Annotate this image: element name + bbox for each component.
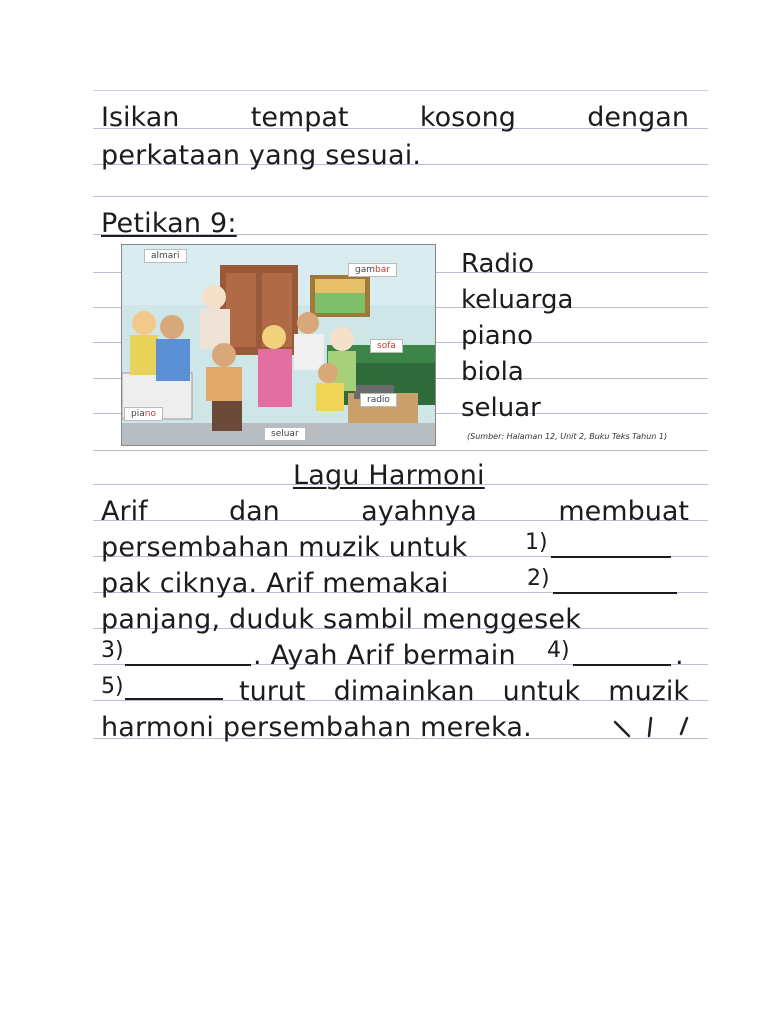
blank-number-2: 2) [527, 566, 550, 591]
instruction-word: Isikan [101, 102, 180, 133]
passage-title: Petikan 9: [101, 208, 237, 239]
label-gambar [348, 263, 397, 277]
story-line-2: persembahan muzik untuk [101, 532, 468, 563]
story-word: muzik [608, 676, 689, 707]
instruction-word: dengan [587, 102, 689, 133]
label-text: seluar [271, 429, 299, 439]
word-bank-item: keluarga [461, 285, 574, 315]
word-bank-item: seluar [461, 393, 541, 423]
story-line-5: . Ayah Arif bermain [253, 640, 516, 671]
blank-4[interactable] [573, 664, 671, 666]
story-line-1 [101, 498, 689, 525]
blank-2[interactable] [553, 592, 677, 594]
blank-number-3: 3) [101, 638, 124, 663]
source-note: (Sumber: Halaman 12, Unit 2, Buku Teks Tahun 1) [467, 432, 668, 441]
teacher-marks [611, 714, 691, 740]
blank-1[interactable] [551, 556, 671, 558]
label-seluar [264, 427, 306, 441]
story-word: ayahnya [361, 496, 477, 527]
word-bank-item: biola [461, 357, 524, 387]
blank-number-4: 4) [547, 638, 570, 663]
story-line-6 [239, 678, 689, 705]
family-picture [121, 244, 436, 446]
label-piano [124, 407, 163, 421]
instruction-line-2: perkataan yang sesuai. [101, 140, 422, 171]
word-bank [461, 246, 573, 426]
label-text: bar [375, 265, 390, 275]
story-word: Arif [101, 496, 148, 527]
label-almari [144, 249, 187, 263]
worksheet [93, 86, 708, 744]
word-bank-item: Radio [461, 249, 535, 279]
blank-number-5: 5) [101, 674, 124, 699]
ruled-line [93, 196, 708, 197]
instruction-word: tempat [250, 102, 349, 133]
label-text: pia [131, 409, 145, 419]
instruction-line-1 [101, 104, 689, 131]
story-title: Lagu Harmoni [293, 460, 485, 491]
label-text: sofa [377, 341, 396, 351]
blank-number-1: 1) [525, 530, 548, 555]
blank-5[interactable] [125, 698, 223, 700]
story-word: turut [239, 676, 306, 707]
story-word: membuat [558, 496, 689, 527]
story-word: untuk [502, 676, 581, 707]
instruction-word: kosong [419, 102, 516, 133]
label-radio [360, 393, 397, 407]
story-line-7: harmoni persembahan mereka. [101, 712, 532, 743]
blank-3[interactable] [125, 664, 251, 666]
label-text: gam [355, 265, 375, 275]
word-bank-item: piano [461, 321, 534, 351]
story-line-4: panjang, duduk sambil menggesek [101, 604, 582, 635]
story-word: dimainkan [333, 676, 475, 707]
label-sofa [370, 339, 403, 353]
story-word: dan [228, 496, 280, 527]
ruled-line [93, 90, 708, 91]
ruled-line [93, 450, 708, 451]
story-line-3: pak ciknya. Arif memakai [101, 568, 449, 599]
story-line-5-end: . [675, 640, 684, 671]
label-text: almari [151, 251, 180, 261]
label-text: no [144, 409, 156, 419]
label-text: radio [367, 395, 390, 405]
